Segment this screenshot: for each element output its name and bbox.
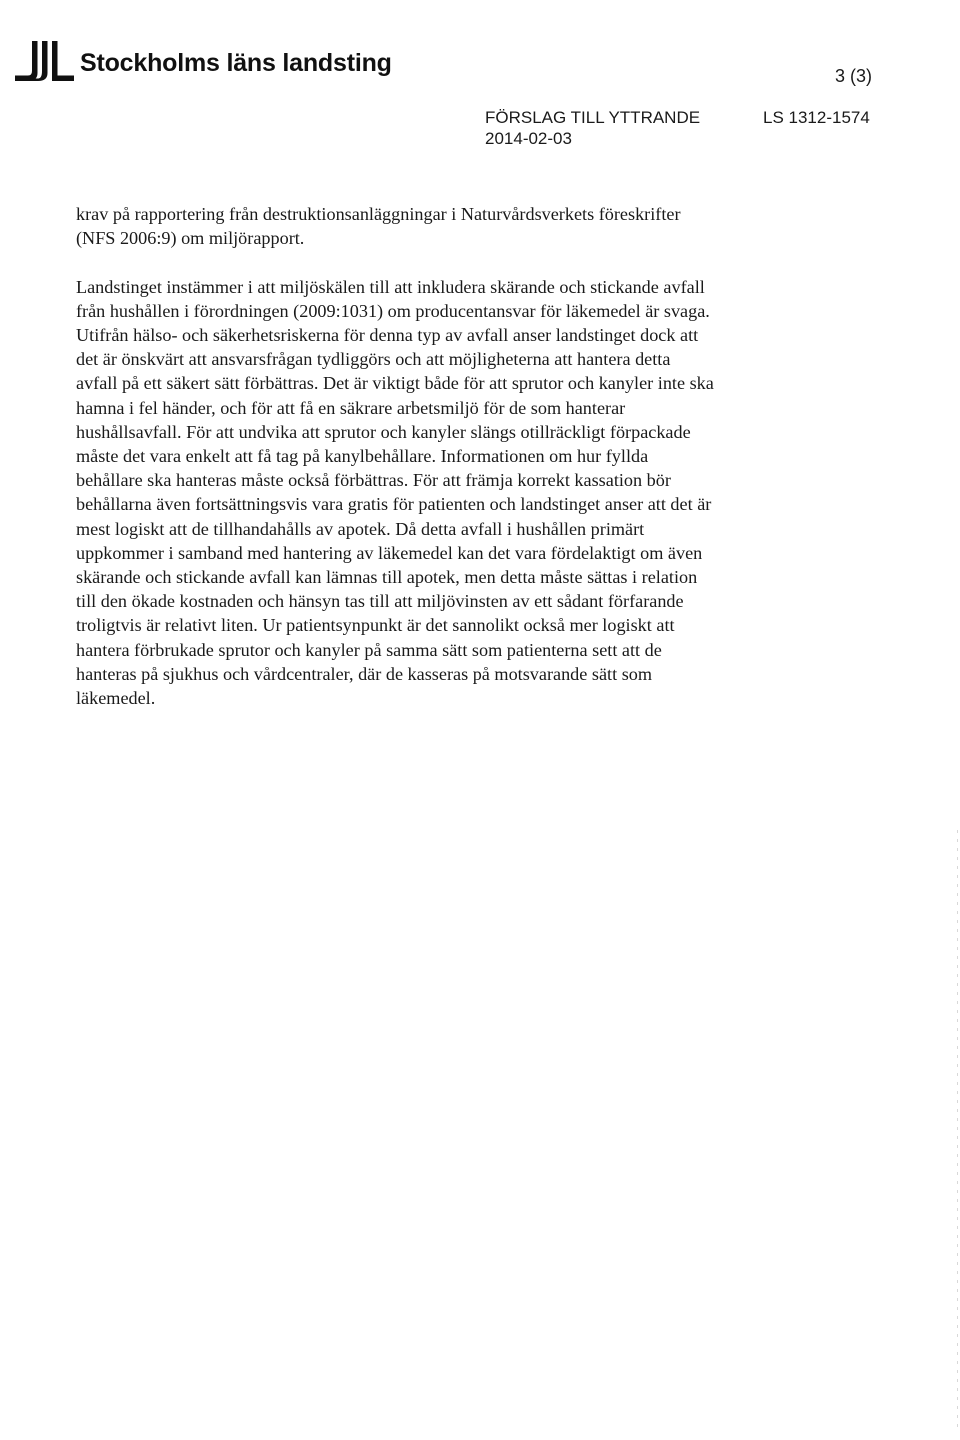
document-reference: LS 1312-1574	[763, 108, 870, 127]
document-date: 2014-02-03	[485, 129, 572, 148]
scan-edge-artifact	[957, 830, 958, 1430]
sll-logo-icon	[12, 37, 76, 85]
body-paragraph: Landstinget instämmer i att miljöskälen till att inkludera skärande och stickande avfall från hushållen i förordningen (2009:1031) om producentansvar för läkemedel är svaga. Utifrån hälso- och säkerhetsriskerna för denna typ av avfall anser landstinget dock att det är önskvärt att ansvarsfrågan tydliggörs och att möjligheterna att hantera detta avfall på ett säkert sätt förbättras. Det är viktigt både för att sprutor och kanyler inte ska hamna i fel händer, och för att få en säkrare arbetsmiljö för de som hanterar hushållsavfall. För att undvika att sprutor och kanyler slängs otillräckligt förpackade måste det vara enkelt att få tag på kanylbehållare. Informationen om hur fyllda behållare ska hanteras måste också förbättras. För att främja korrekt kassation bör behållarna även fortsättningsvis vara gratis för patienten och landstinget anser att det är mest logiskt att de tillhandahålls av apotek. Då detta avfall i hushållen primärt uppkommer i samband med hantering av läkemedel kan det vara fördelaktigt om även skärande och stickande avfall kan lämnas till apotek, men detta måste sättas i relation till den ökade kostnaden och hänsyn tas till att miljövinsten av ett sådant förfarande troligtvis är relativt liten. Ur patientsynpunkt är det sannolikt också mer logiskt att hantera förbrukade sprutor och kanyler på samma sätt som patienterna sett att de hanteras på sjukhus och vårdcentraler, där de kasseras på motsvarande sätt som läkemedel.	[76, 276, 714, 709]
document-body	[76, 202, 716, 710]
page-number: 3 (3)	[834, 66, 872, 86]
letterhead-logo	[12, 36, 392, 86]
organization-name: Stockholms läns landsting	[80, 48, 392, 77]
body-paragraph: krav på rapportering från destruktionsanläggningar i Naturvårdsverkets föreskrifter (NFS 2006:9) om miljörapport.	[76, 204, 681, 249]
document-type: FÖRSLAG TILL YTTRANDE	[485, 108, 701, 127]
